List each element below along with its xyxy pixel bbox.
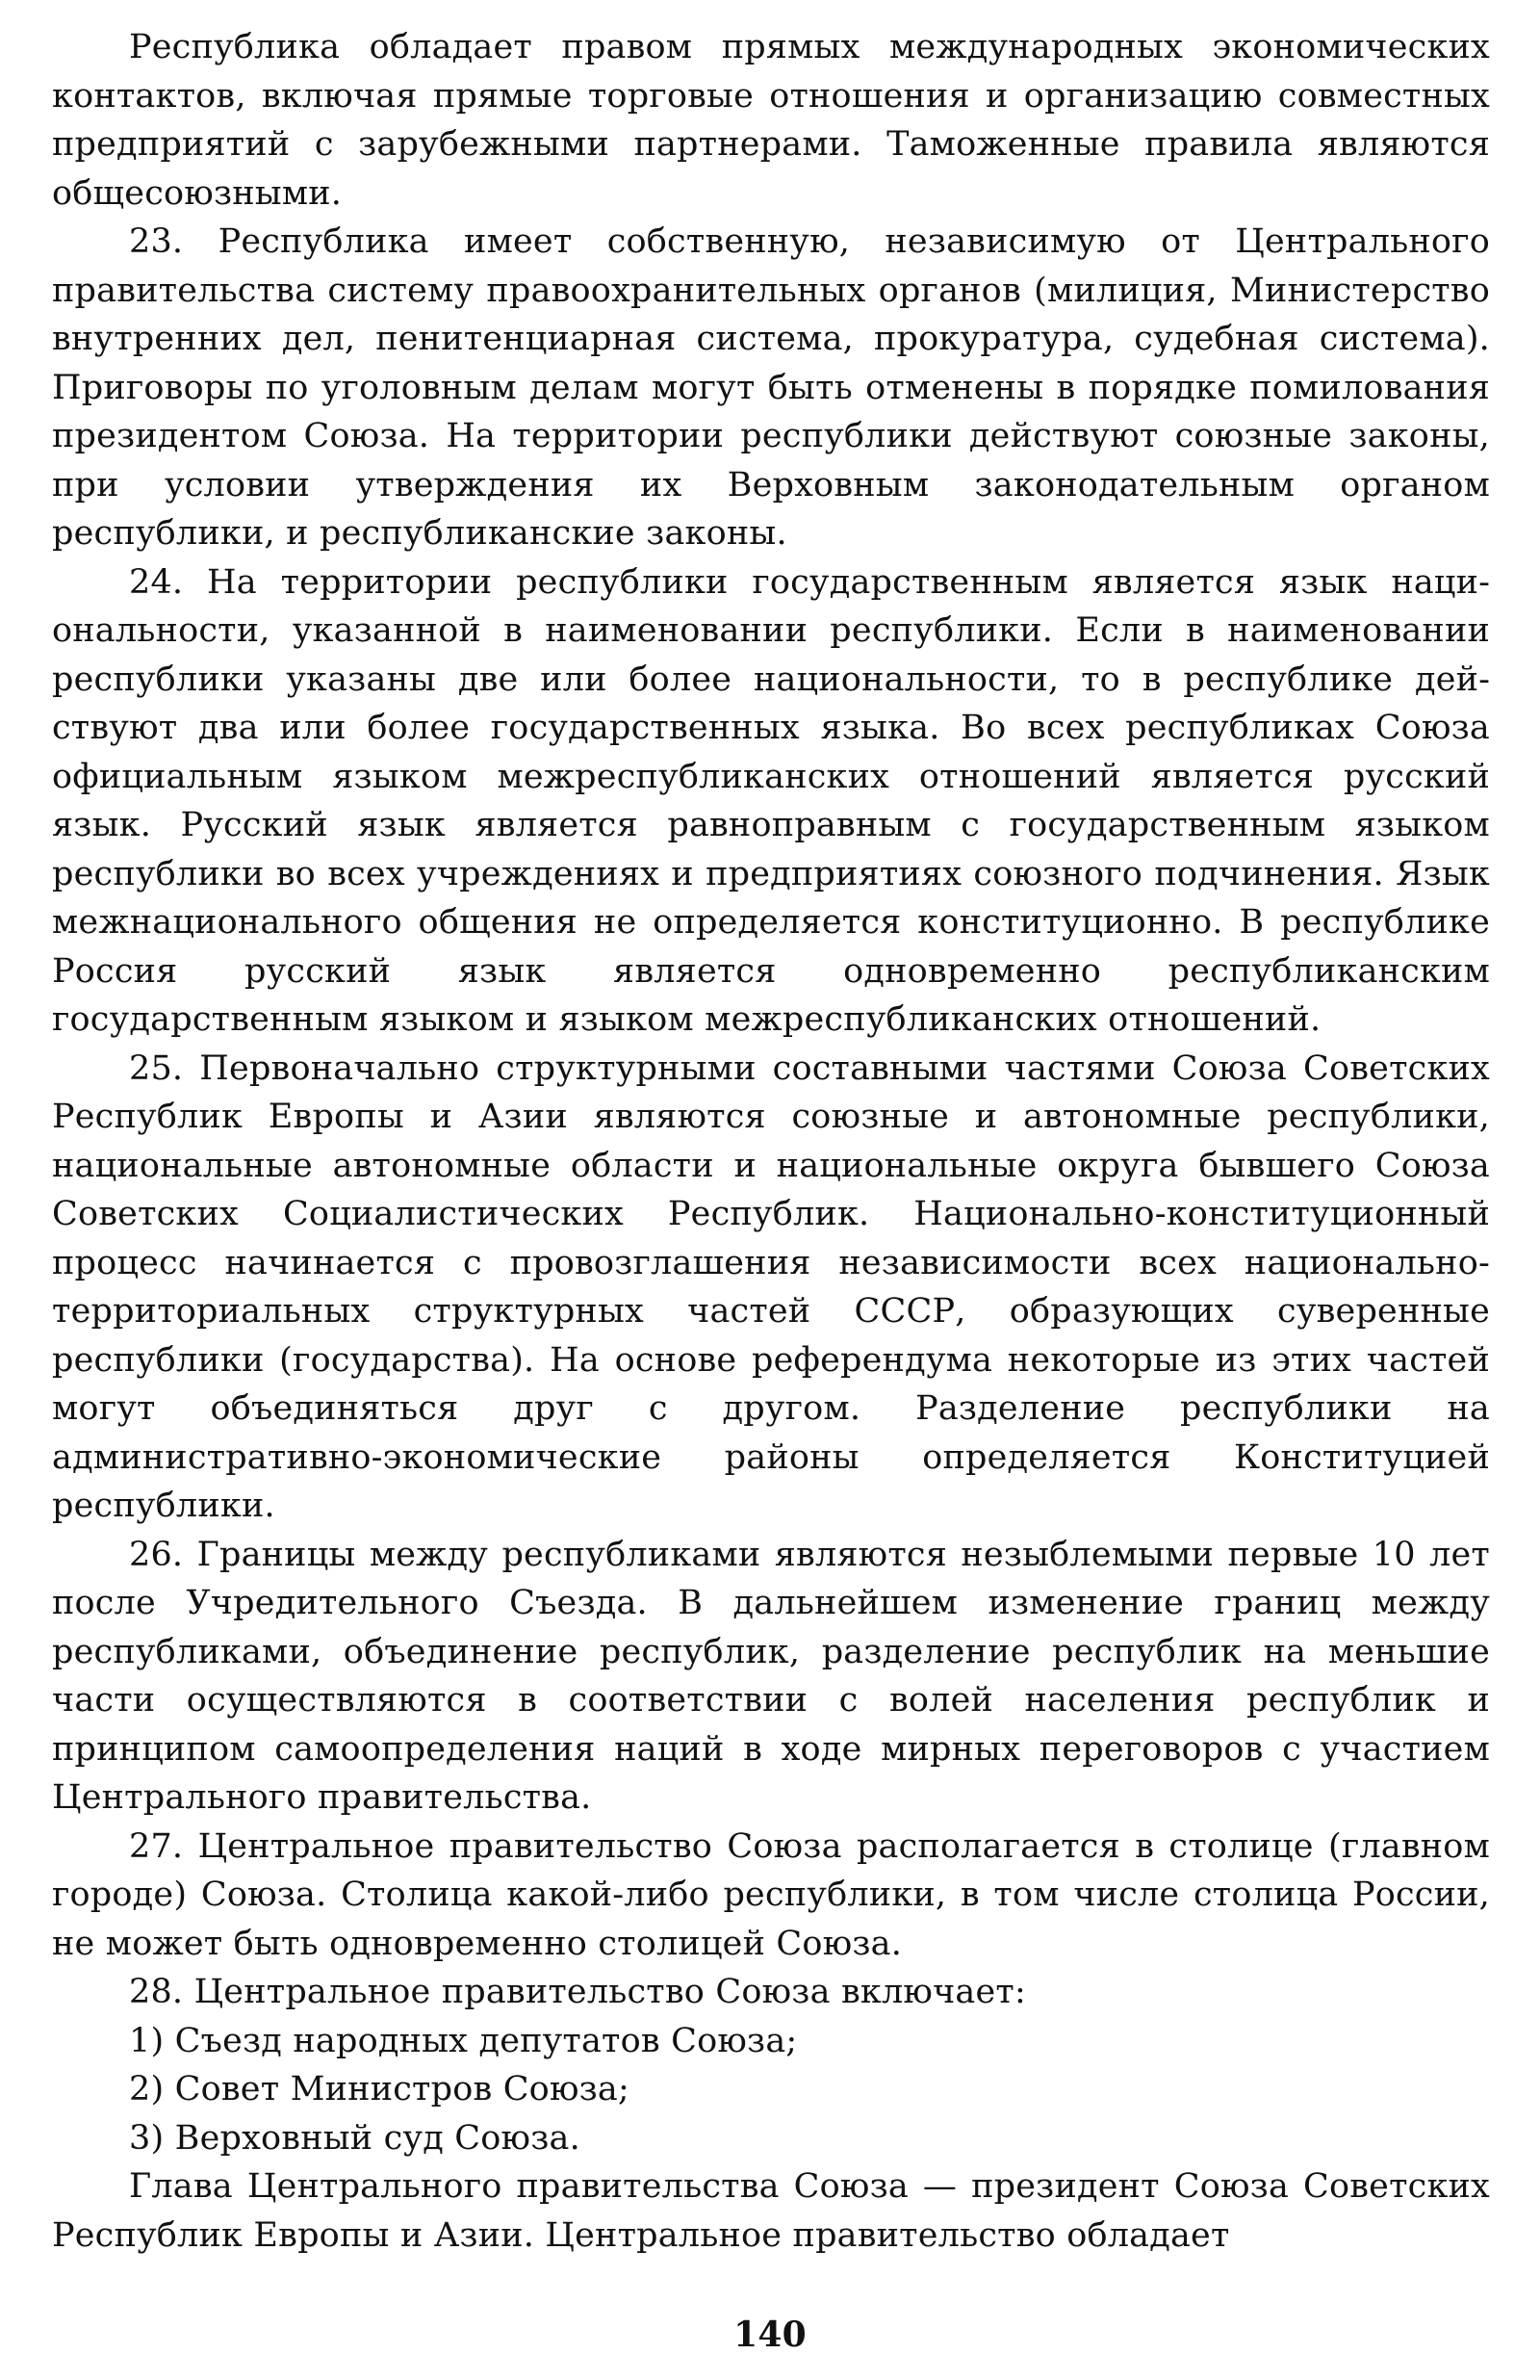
paragraph-government-head: Глава Центрального правительства Союза — президент Союза Советских Республик Европы и Азии. Центральное правительство обладает	[52, 2167, 1490, 2255]
paragraph-article-28: 28. Центральное правительство Союза включает:	[129, 1973, 1026, 2011]
paragraph-article-27: 27. Центральное правительство Союза располагается в столице (главном городе) Союза. Столица какой-либо республики, в том числе столица России, не может быть одновременно столицей Союза.	[52, 1826, 1490, 1963]
list-item: 2) Совет Министров Союза;	[129, 2070, 629, 2108]
paragraph-economic-contacts: Республика обладает правом прямых международных экономических контактов, включая прямые торговые отношения и организацию совместных предприятий с зарубежными партнерами. Таможенные правила являются общесоюзными.	[52, 28, 1490, 213]
paragraph-article-25: 25. Первоначально структурными составными частями Союза Советских Республик Европы и Азии являются союзные и автономные республики, национальные автономные области и национальные округа бывшего Союза Советских Социалистических Республик. Национально-конституционный процесс начинается с провозглашения независимости всех национально-территориальных структурных частей СССР, образующих суверенные республики (государства). На основе референдума некоторые из этих частей могут объединяться друг с другом. Разделение республики на административно-экономические районы определяется Конституцией республики.	[52, 1048, 1490, 1525]
paragraph-article-23: 23. Республика имеет собственную, независимую от Центрального правительства систему правоохранительных органов (милиция, Министерство внутренних дел, пенитенциарная система, прокуратура, судебная система). Приговоры по уголовным делам могут быть отменены в порядке помилования президентом Союза. На территории республики действуют союзные законы, при условии утверждения их Верховным законодательным органом республики, и республиканские законы.	[52, 222, 1490, 553]
document-text	[52, 23, 1490, 2260]
paragraph-article-24: 24. На территории республики государственным является язык национальности, указанной в наименовании республики. Если в наименовании республики указаны две или более национальности, то в республике действуют два или более государственных языка. Во всех республиках Союза официальным языком межреспубликанских отношений является русский язык. Русский язык является равноправным с государственным языком республики во всех учреждениях и предприятиях союзного подчинения. Язык межнационального общения не определяется конституционно. В республике Россия русский язык является одновременно республиканским государственным языком и языком межреспубликанских отношений.	[52, 562, 1490, 1039]
paragraph-article-26: 26. Границы между республиками являются незыблемыми первые 10 лет после Учредительного Съезда. В дальнейшем изменение границ между республиками, объединение республик, разделение республик на меньшие части осуществляются в соответствии с волей населения республик и принципом самоопределения наций в ходе мирных переговоров с участием Центрального правительства.	[52, 1535, 1490, 1817]
government-bodies-list	[52, 2017, 1490, 2163]
page-number: 140	[733, 2315, 807, 2355]
list-item: 1) Съезд народных депутатов Союза;	[129, 2021, 798, 2060]
list-item: 3) Верховный суд Союза.	[129, 2118, 580, 2158]
